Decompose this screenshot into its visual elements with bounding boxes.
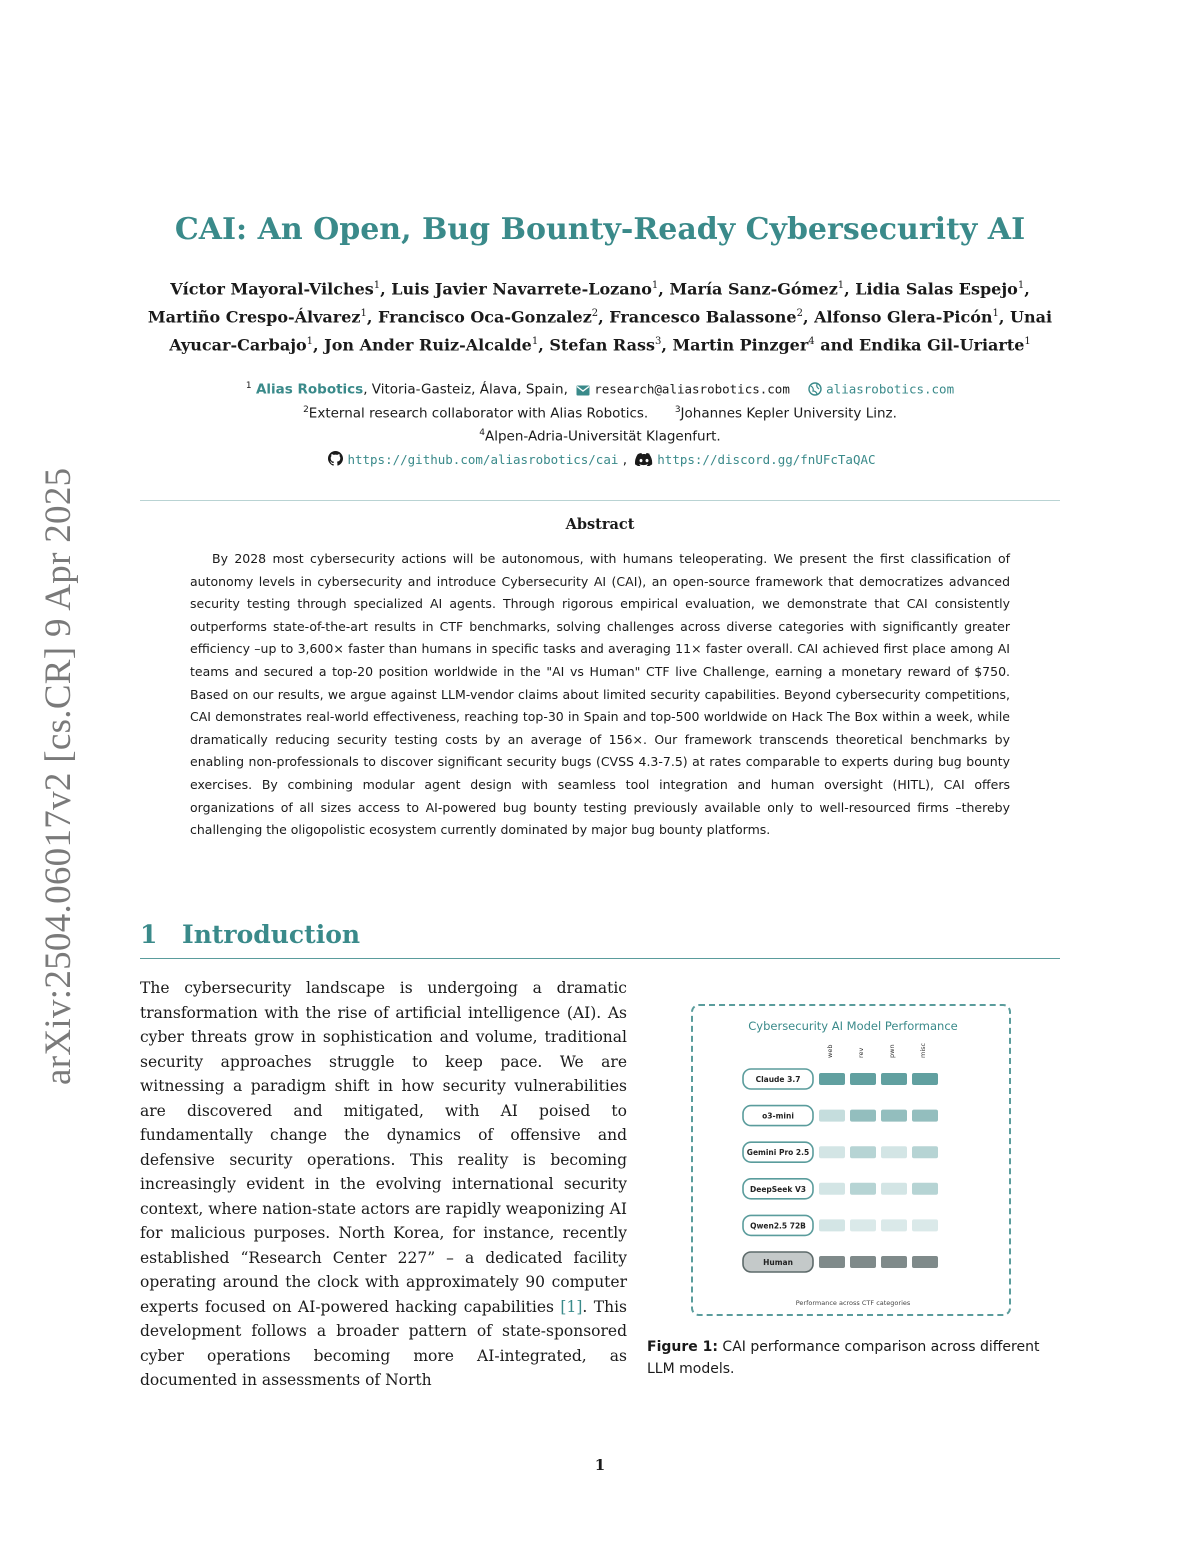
affiliation-text: Alpen-Adria-Universität Klagenfurt. xyxy=(485,428,721,445)
github-icon xyxy=(328,451,343,470)
model-label: Qwen2.5 72B xyxy=(750,1221,806,1231)
heatmap-cell xyxy=(819,1073,845,1085)
column-label-web: web xyxy=(826,1044,834,1058)
author-affiliation-marker: 1 xyxy=(373,280,381,291)
discord-icon xyxy=(635,453,653,470)
model-label: Claude 3.7 xyxy=(755,1075,801,1084)
column-label-pwn: pwn xyxy=(888,1044,896,1058)
figure-caption xyxy=(647,1336,1059,1380)
model-label: Gemini Pro 2.5 xyxy=(746,1148,810,1158)
author-affiliation-marker: 1 xyxy=(531,335,539,347)
website-link[interactable]: aliasrobotics.com xyxy=(826,381,955,397)
author-affiliation-marker: 4 xyxy=(808,335,815,347)
github-link[interactable]: https://github.com/aliasrobotics/cai xyxy=(347,452,619,467)
author-list: Víctor Mayoral-Vilches$^1$, Luis Javier Navarrete-Lozano$^1$, María Sanz-Gómez$^1$, Lidia Salas Espejo$^1$, Martiño Crespo-Álvarez$^1$, Francisco Oca-Gonzalez$^2$, Francesco Balassone$^2$, Alfonso Glera-Picón$^1$, Unai Ayucar-Carbajo$^1$, Jon Ander Ruiz-Alcalde$^1$, Stefan Rass$^3$, Martin Pinzger$^4$ and Endika Gil-Uriarte$^1$ xyxy=(147,279,1053,354)
heatmap-cell xyxy=(881,1219,907,1231)
heatmap-cell xyxy=(881,1073,907,1085)
author-affiliation-marker: 1 xyxy=(360,307,367,319)
heatmap-cell xyxy=(881,1110,907,1122)
introduction-paragraph xyxy=(140,976,627,1393)
affiliation-line-3 xyxy=(140,428,1060,445)
heatmap-cell xyxy=(850,1146,876,1158)
globe-icon xyxy=(808,382,822,400)
alias-robotics-link[interactable]: Alias Robotics xyxy=(255,381,364,398)
author-affiliation-marker: 2 xyxy=(591,307,599,319)
affiliation-text: Johannes Kepler University Linz. xyxy=(680,405,897,422)
affiliation-text: External research collaborator with Alias Robotics. xyxy=(308,405,649,422)
heatmap-cell xyxy=(850,1256,876,1268)
abstract-heading: Abstract xyxy=(565,516,635,533)
link-separator: , xyxy=(622,452,627,468)
heatmap-cell xyxy=(912,1073,938,1085)
author-conjunction: and xyxy=(814,334,859,354)
heatmap-cell xyxy=(819,1110,845,1122)
caption-label: Figure 1: xyxy=(647,1339,718,1355)
performance-heatmap xyxy=(693,1006,1008,1313)
heatmap-cell xyxy=(881,1146,907,1158)
heatmap-cell xyxy=(819,1219,845,1231)
heatmap-cell xyxy=(850,1219,876,1231)
author-affiliation-marker: 1 xyxy=(306,335,314,347)
author-name: Víctor Mayoral-Vilches xyxy=(170,279,374,299)
author-name: Alfonso Glera-Picón xyxy=(814,307,993,327)
author-name: Jon Ander Ruiz-Alcalde xyxy=(324,334,532,354)
model-label: DeepSeek V3 xyxy=(750,1184,806,1194)
author-name: Lidia Salas Espejo xyxy=(855,279,1018,299)
heatmap-cell xyxy=(912,1256,938,1268)
model-label: o3-mini xyxy=(762,1111,794,1121)
author-affiliation-marker: 2 xyxy=(796,307,803,319)
author-name: Martin Pinzger xyxy=(672,334,809,354)
divider xyxy=(140,500,1060,501)
affiliation-marker: 4 xyxy=(479,428,485,438)
author-name: Francisco Oca-Gonzalez xyxy=(378,307,592,327)
abstract-text: By 2028 most cybersecurity actions will be autonomous, with humans teleoperating. We present the first classification of autonomy levels in cybersecurity and introduce Cybersecurity AI (CAI), an open-source framework that democratizes advanced security testing through specialized AI agents. Through rigorous empirical evaluation, we demonstrate that CAI consistently outperforms state-of-the-art results in CTF benchmarks, solving challenges across diverse categories with significantly greater efficiency –up to 3,600× faster than humans in specific tasks and averaging 11× faster overall. CAI achieved first place among AI teams and secured a top-20 position worldwide in the "AI vs Human" CTF live Challenge, earning a monetary reward of $750. Based on our results, we argue against LLM-vendor claims about limited security capabilities. Beyond cybersecurity competitions, CAI demonstrates real-world effectiveness, reaching top-30 in Spain and top-500 worldwide on Hack The Box within a week, while dramatically reducing security testing costs by an average of 156×. Our framework transcends theoretical benchmarks by enabling non-professionals to discover significant security bugs (CVSS 4.3-7.5) at rates comparable to experts during bug bounty exercises. By combining modular agent design with seamless tool integration and human oversight (HITL), CAI offers organizations of all sizes access to AI-powered bug bounty testing previously available only to well-resourced firms –thereby challenging the oligopolistic ecosystem currently dominated by major bug bounty platforms. xyxy=(190,551,1010,838)
paper-title: CAI: An Open, Bug Bounty-Ready Cybersecurity AI xyxy=(174,212,1026,247)
author-name: Stefan Rass xyxy=(549,334,655,354)
section-rule xyxy=(140,958,1060,959)
arxiv-identifier: arXiv:2504.06017v2 [cs.CR] 9 Apr 2025 xyxy=(38,467,79,1085)
heatmap-cell xyxy=(881,1256,907,1268)
section-heading xyxy=(140,920,360,949)
column-label-misc: misc xyxy=(919,1042,927,1058)
heatmap-cell xyxy=(881,1183,907,1195)
citation-link[interactable]: [1] xyxy=(560,1297,583,1316)
heatmap-cell xyxy=(912,1219,938,1231)
chart-title: Cybersecurity AI Model Performance xyxy=(748,1019,958,1033)
email-link[interactable]: research@aliasrobotics.com xyxy=(594,381,790,397)
author-affiliation-marker: 3 xyxy=(654,335,662,347)
affiliation-line-1 xyxy=(140,381,1060,400)
affiliation-marker: 3 xyxy=(674,405,681,415)
heatmap-cell xyxy=(850,1110,876,1122)
author-name: Luis Javier Navarrete-Lozano xyxy=(391,279,652,299)
author-name: Francesco Balassone xyxy=(609,307,797,327)
affiliation-location: , Vitoria-Gasteiz, Álava, Spain, xyxy=(363,381,568,398)
author-affiliation-marker: 1 xyxy=(1024,335,1031,347)
section-number: 1 xyxy=(140,920,158,949)
intro-text: The cybersecurity landscape is undergoing a dramatic transformation with the rise of artificial intelligence (AI). As cyber threats grow in sophistication and volume, traditional security approaches struggle to keep pace. We are witnessing a paradigm shift in how security vulnerabilities are discovered and mitigated, with AI poised to fundamentally change the dynamics of offensive and defensive security operations. This reality is becoming increasingly evident in the evolving international security context, where nation-state actors are rapidly weaponizing AI for malicious purposes. North Korea, for instance, recently established “Research Center 227” – a dedicated facility operating around the clock with approximately 90 computer experts focused on AI-powered hacking capabilities xyxy=(140,979,627,1316)
heatmap-cell xyxy=(912,1146,938,1158)
author-affiliation-marker: 1 xyxy=(837,280,845,291)
heatmap-cell xyxy=(850,1183,876,1195)
chart-footer: Performance across CTF categories xyxy=(795,1299,911,1307)
intro-text-continued: . This development follows a broader pattern of state-sponsored cyber operations becoming more AI-integrated, as documented in assessments of North xyxy=(140,1297,627,1389)
abstract-body xyxy=(190,548,1010,842)
heatmap-cell xyxy=(850,1073,876,1085)
author-name: Endika Gil-Uriarte xyxy=(858,334,1025,354)
model-label: Human xyxy=(763,1258,793,1267)
author-name: María Sanz-Gómez xyxy=(669,279,838,299)
page-number: 1 xyxy=(594,1456,606,1474)
affiliation-line-2 xyxy=(140,405,1060,422)
heatmap-cell xyxy=(819,1183,845,1195)
author-affiliation-marker: 1 xyxy=(1017,280,1025,291)
figure-1 xyxy=(691,1004,1011,1316)
email-icon xyxy=(576,384,590,400)
affiliation-marker: 1 xyxy=(245,381,252,391)
heatmap-cell xyxy=(912,1183,938,1195)
heatmap-cell xyxy=(819,1256,845,1268)
heatmap-cell xyxy=(819,1146,845,1158)
author-name: Martiño Crespo-Álvarez xyxy=(147,307,361,327)
caption-text: CAI performance comparison across different LLM models. xyxy=(647,1339,1040,1377)
heatmap-cell xyxy=(912,1110,938,1122)
author-affiliation-marker: 1 xyxy=(992,307,999,319)
links-line xyxy=(140,451,1060,470)
discord-link[interactable]: https://discord.gg/fnUFcTaQAC xyxy=(657,452,876,467)
author-affiliation-marker: 1 xyxy=(651,280,659,291)
affiliation-marker: 2 xyxy=(303,405,309,415)
section-title: Introduction xyxy=(182,920,361,949)
author-name: Unai Ayucar-Carbajo xyxy=(169,307,1053,354)
column-label-rev: rev xyxy=(857,1047,865,1058)
